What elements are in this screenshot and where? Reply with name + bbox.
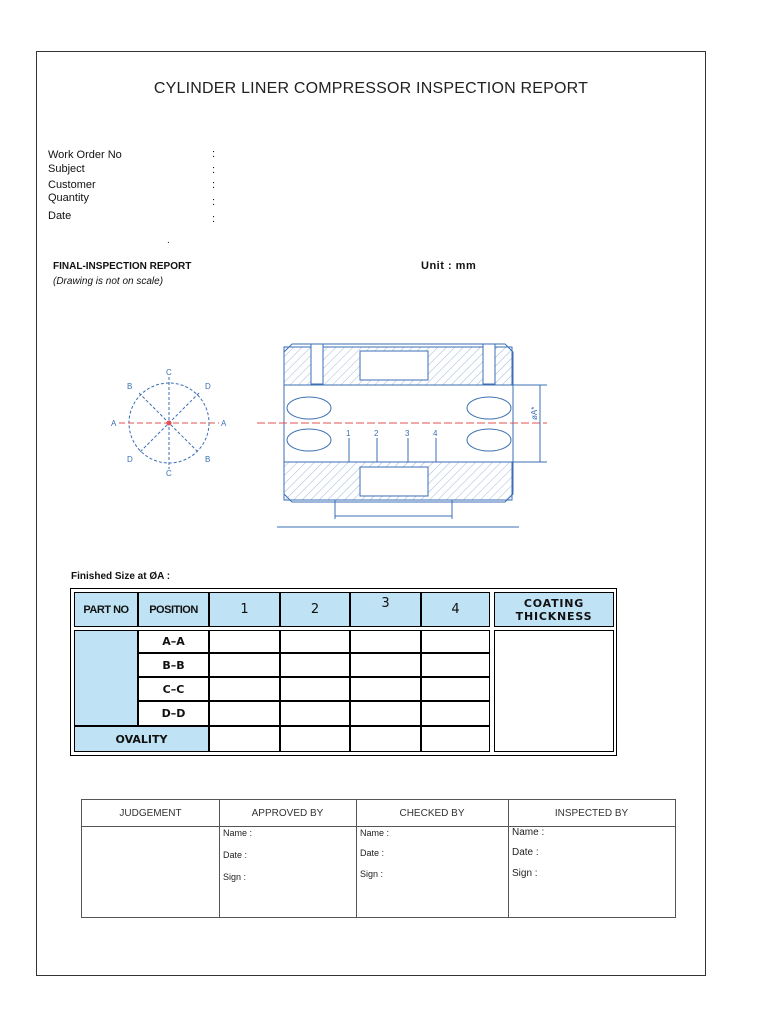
- circle-label-c-bottom: C: [166, 469, 172, 478]
- ovality-2[interactable]: [280, 726, 350, 752]
- report-page: [36, 51, 706, 976]
- part-no-cell: [74, 630, 138, 726]
- liner-drawing: [47, 322, 597, 552]
- ovality-3[interactable]: [350, 726, 421, 752]
- cell-a-2[interactable]: [280, 630, 350, 653]
- cell-c-1[interactable]: [209, 677, 280, 701]
- position-a-a: A–A: [138, 630, 209, 653]
- position-c-c: C–C: [138, 677, 209, 701]
- subject-colon: :: [212, 164, 216, 176]
- divider: [508, 800, 509, 917]
- coating-value-cell[interactable]: [494, 630, 614, 752]
- cell-b-4[interactable]: [421, 653, 490, 677]
- inspected-by-header: INSPECTED BY: [508, 800, 675, 827]
- approved-sign: Sign :: [223, 872, 247, 882]
- divider: [356, 800, 357, 917]
- final-inspection-title: FINAL-INSPECTION REPORT: [53, 261, 192, 272]
- cell-b-1[interactable]: [209, 653, 280, 677]
- inspection-table: [70, 588, 617, 756]
- finished-size-label: Finished Size at ØA :: [71, 571, 171, 582]
- position-b-b: B–B: [138, 653, 209, 677]
- dimension-label-oa: øA*: [530, 406, 539, 420]
- circle-label-b-top: B: [127, 382, 133, 391]
- ovality-label: OVALITY: [74, 726, 209, 752]
- coating-header: COATING THICKNESS: [494, 592, 614, 627]
- ovality-4[interactable]: [421, 726, 490, 752]
- checked-name: Name :: [360, 828, 390, 838]
- approved-name: Name :: [223, 828, 253, 838]
- signoff-table: [81, 799, 676, 918]
- section-circle-diagram: [119, 377, 219, 469]
- inspected-date: Date :: [512, 847, 539, 858]
- judgement-header: JUDGEMENT: [82, 800, 219, 827]
- cell-a-3[interactable]: [350, 630, 421, 653]
- cell-b-2[interactable]: [280, 653, 350, 677]
- drawing-scale-note: (Drawing is not on scale): [53, 276, 164, 287]
- inspected-name: Name :: [512, 827, 545, 838]
- approved-date: Date :: [223, 850, 248, 860]
- cell-c-4[interactable]: [421, 677, 490, 701]
- col-2-header: 2: [280, 592, 350, 627]
- cell-c-3[interactable]: [350, 677, 421, 701]
- report-title: CYLINDER LINER COMPRESSOR INSPECTION REPORT: [153, 80, 589, 97]
- part-no-header: PART NO: [74, 592, 138, 627]
- approved-by-header: APPROVED BY: [219, 800, 356, 827]
- customer-label: Customer: [48, 179, 96, 191]
- work-order-colon: :: [212, 148, 216, 160]
- checked-date: Date :: [360, 848, 385, 858]
- position-label-4: 4: [433, 429, 438, 438]
- unit-label: Unit : mm: [421, 260, 477, 272]
- subject-label: Subject: [48, 163, 85, 175]
- stray-dot: .: [167, 235, 170, 246]
- quantity-colon: :: [212, 196, 216, 208]
- inspected-sign: Sign :: [512, 868, 538, 879]
- checked-by-header: CHECKED BY: [356, 800, 508, 827]
- cell-d-3[interactable]: [350, 701, 421, 726]
- date-label: Date: [48, 210, 72, 222]
- position-label-3: 3: [405, 429, 410, 438]
- col-1-header: 1: [209, 592, 280, 627]
- liner-section: [257, 344, 547, 527]
- ovality-1[interactable]: [209, 726, 280, 752]
- cell-d-2[interactable]: [280, 701, 350, 726]
- col-3-header: 3: [350, 592, 421, 627]
- date-colon: :: [212, 213, 216, 225]
- circle-label-a-left: A: [111, 419, 117, 428]
- position-label-1: 1: [346, 429, 351, 438]
- position-header: POSITION: [138, 592, 209, 627]
- cell-b-3[interactable]: [350, 653, 421, 677]
- circle-label-b-bottom: B: [205, 455, 211, 464]
- cell-c-2[interactable]: [280, 677, 350, 701]
- col-4-header: 4: [421, 592, 490, 627]
- cell-d-1[interactable]: [209, 701, 280, 726]
- circle-label-d-top: D: [205, 382, 211, 391]
- customer-colon: :: [212, 179, 216, 191]
- cell-a-4[interactable]: [421, 630, 490, 653]
- circle-label-a-right: A: [221, 419, 227, 428]
- divider: [219, 800, 220, 917]
- position-label-2: 2: [374, 429, 379, 438]
- circle-label-c-top: C: [166, 368, 172, 377]
- quantity-label: Quantity: [48, 192, 89, 204]
- work-order-label: Work Order No: [48, 149, 122, 161]
- checked-sign: Sign :: [360, 869, 384, 879]
- circle-label-d-bottom: D: [127, 455, 133, 464]
- position-d-d: D–D: [138, 701, 209, 726]
- cell-d-4[interactable]: [421, 701, 490, 726]
- cell-a-1[interactable]: [209, 630, 280, 653]
